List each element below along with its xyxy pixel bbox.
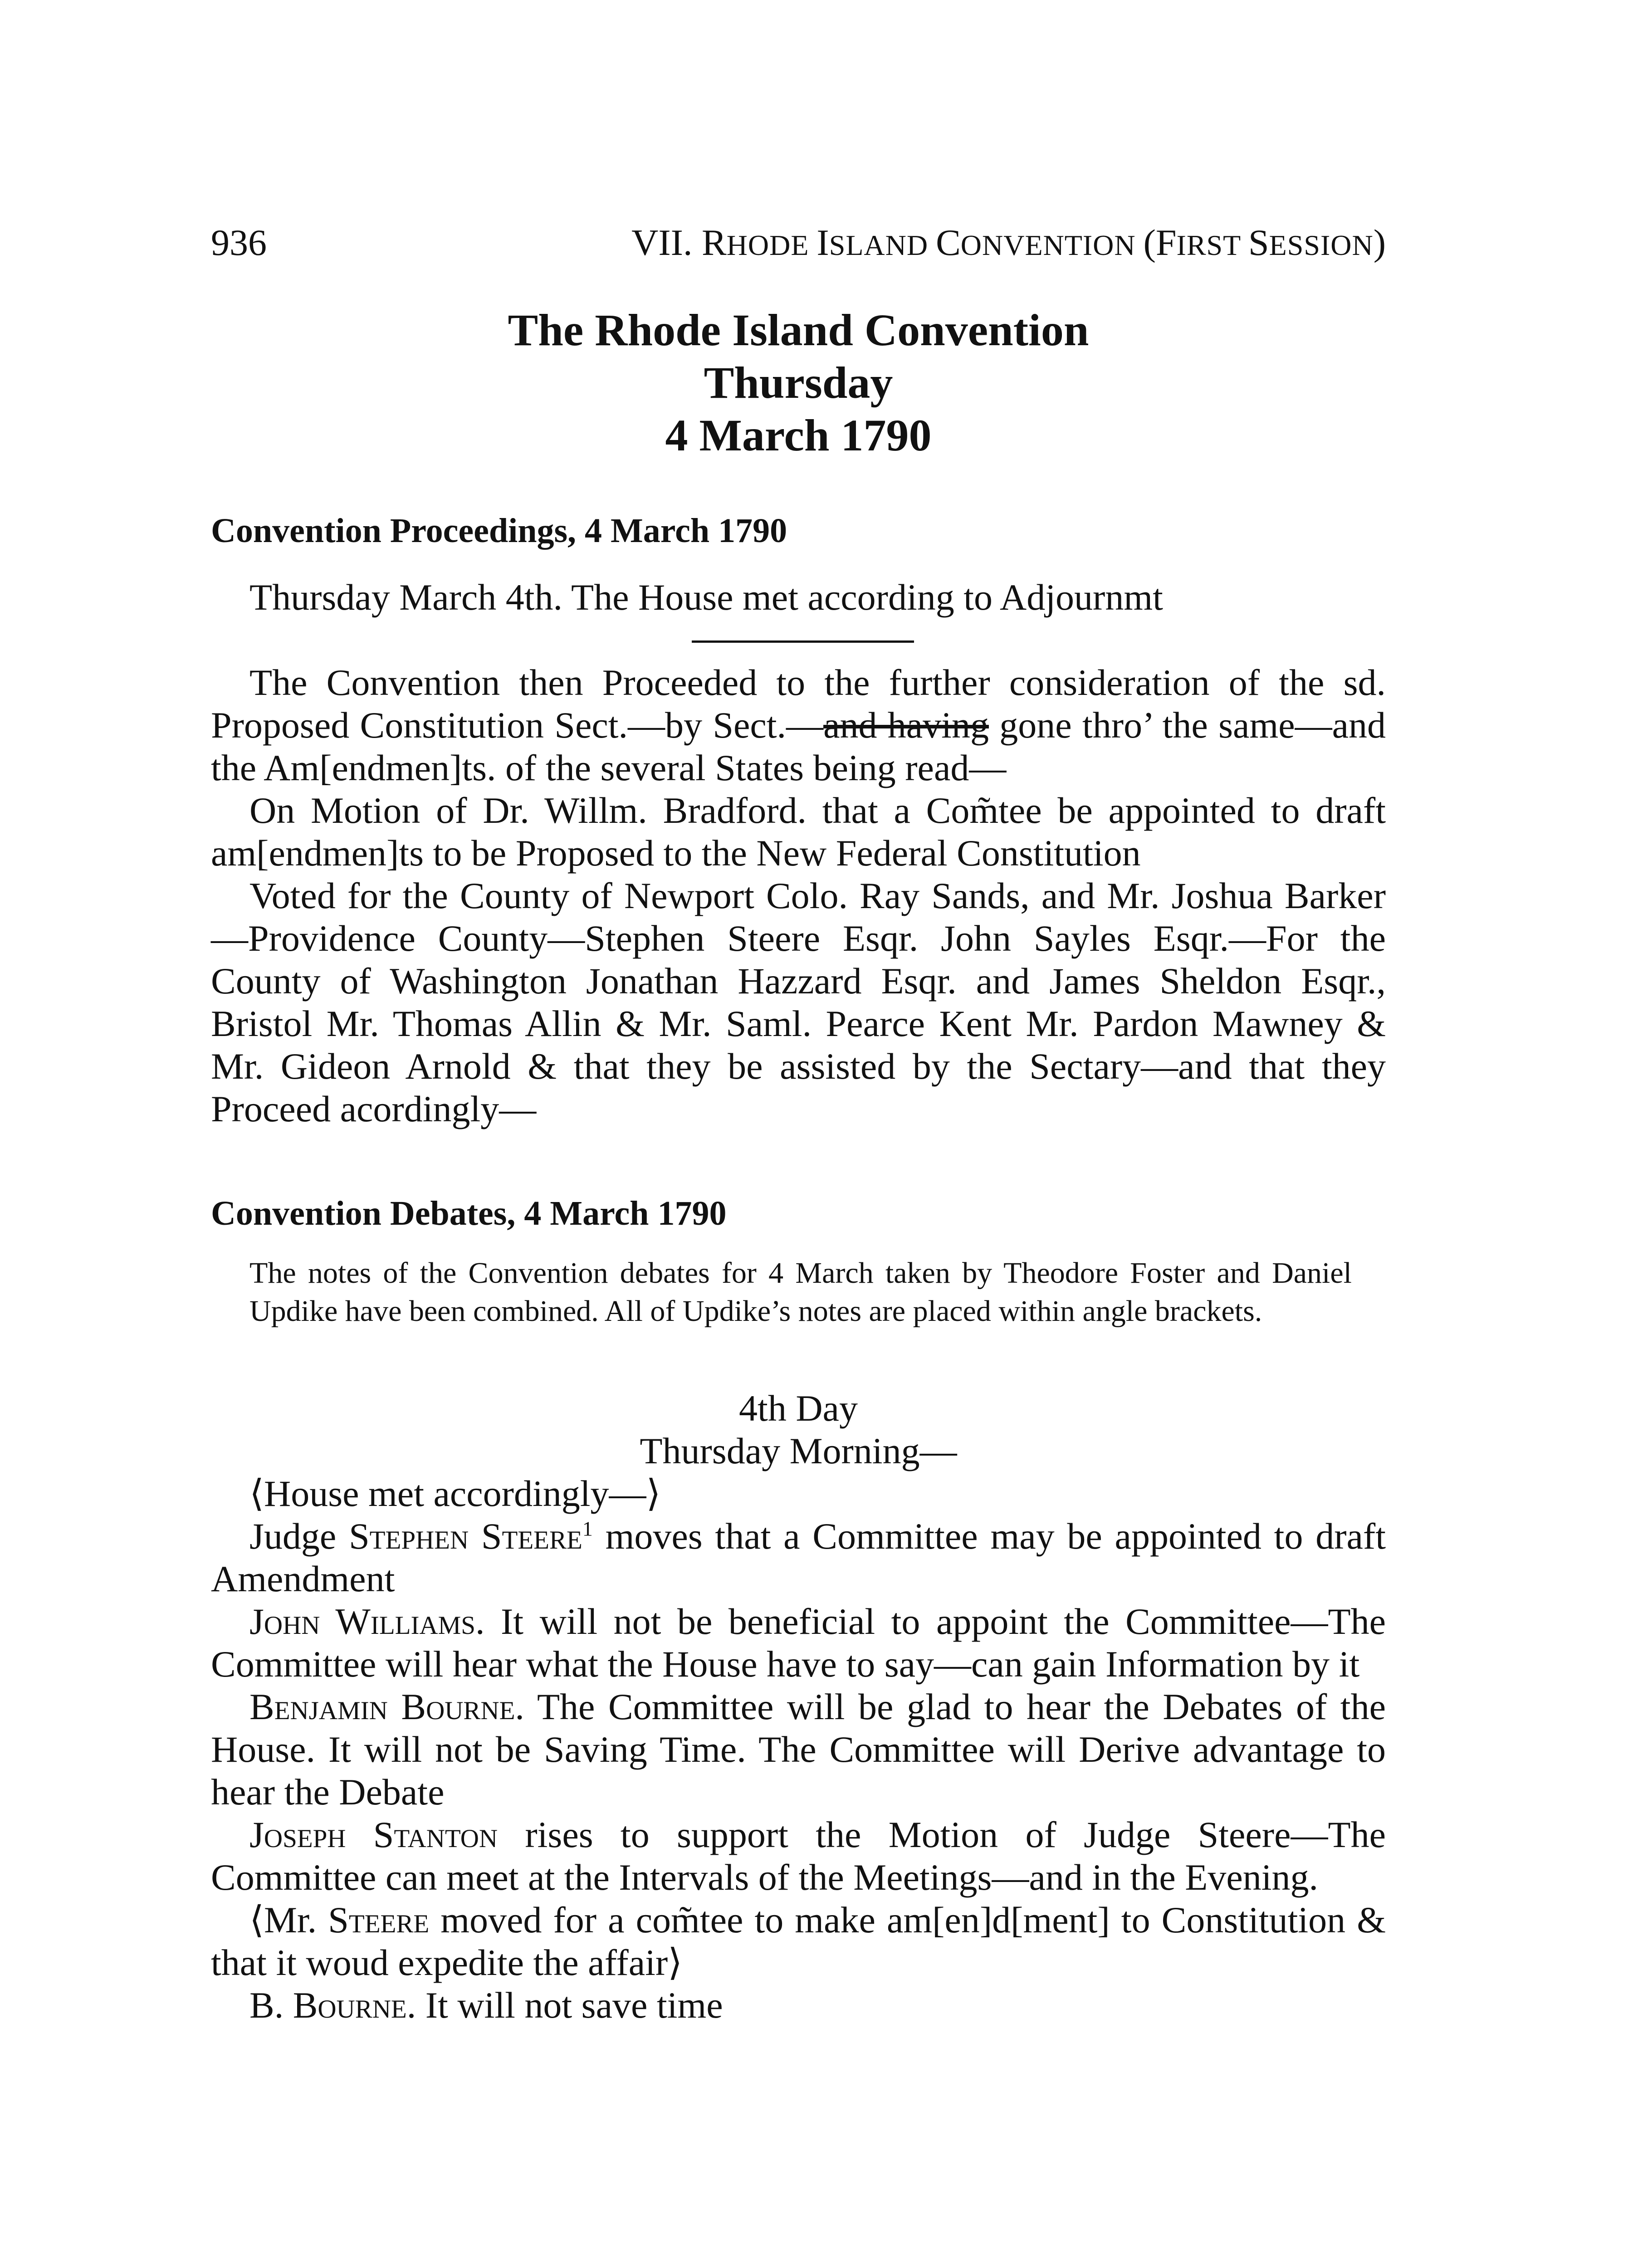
section-divider: [692, 640, 914, 643]
debate-entry: Benjamin Bourne. The Committee will be glad to hear the Debates of the House. It will not be Saving Time. The Committee will Derive advantage to hear the Debate: [211, 1686, 1386, 1813]
debate-entry: Judge Stephen Steere$^1$ moves that a Committee may be appointed to draft Amendment: [211, 1515, 1386, 1599]
speaker-name: Joseph Stanton: [249, 1814, 498, 1855]
title-line: 4 March 1790: [665, 410, 932, 460]
editorial-note: The notes of the Convention debates for 4 March taken by Theodore Foster and Daniel Updike have been combined. All of Updike’s notes are placed within angle brackets.: [249, 1256, 1352, 1328]
paragraph: Voted for the County of Newport Colo. Ray Sands, and Mr. Joshua Barker—Providence County—Stephen Steere Esqr. John Sayles Esqr.—For the County of Washington Jonathan Hazzard Esqr. and James Sheldon Esqr., Bristol Mr. Thomas Allin & Mr. Saml. Pearce Kent Mr. Pardon Mawney & Mr. Gideon Arnold & that they be assisted by the Sectary—and that they Proceed acordingly—: [211, 875, 1386, 1129]
paragraph: Thursday March 4th. The House met according to Adjournmt: [249, 577, 1163, 618]
speaker-name: Steere: [328, 1899, 430, 1941]
debates-heading: Convention Debates, 4 March 1790: [211, 1194, 727, 1232]
struck-text: and having: [823, 704, 989, 746]
session-label: Thursday Morning—: [640, 1430, 957, 1471]
debates-body: [211, 1387, 1386, 2027]
debate-entry: B. Bourne. It will not save time: [249, 1984, 723, 2026]
debate-entry: Joseph Stanton rises to support the Motion of Judge Steere—The Committee can meet at the Intervals of the Meetings—and in the Evening.: [211, 1814, 1386, 1898]
title-line: The Rhode Island Convention: [508, 305, 1089, 355]
running-title: VII. RHODE ISLAND CONVENTION (FIRST SESSION): [631, 222, 1386, 263]
speaker-name: Benjamin Bourne: [249, 1686, 515, 1727]
paragraph: ⟨House met accordingly—⟩: [249, 1473, 661, 1514]
proceedings-body: [211, 661, 1386, 1130]
paragraph: On Motion of Dr. Willm. Bradford. that a Com̃tee be appointed to draft am[endmen]ts to be Proposed to the New Federal Constitution: [211, 790, 1386, 874]
speaker-name: Bourne: [293, 1984, 407, 2026]
running-head: [211, 218, 1386, 268]
debate-entry: John Williams. It will not be beneficial to appoint the Committee—The Committee will hear what the House have to say—can gain Information by it: [211, 1601, 1386, 1685]
footnote-marker: 1: [582, 1517, 593, 1540]
paragraph: The Convention then Proceeded to the further consideration of the sd. Proposed Constitution Sect.—by Sect.—and having gone thro’ the same—and the Am[endmen]ts. of the several States being read—: [211, 662, 1386, 788]
proceedings-heading: Convention Proceedings, 4 March 1790: [211, 512, 787, 550]
title-line: Thursday: [704, 357, 893, 408]
proceedings-opening: [211, 576, 1386, 619]
page-number: 936: [211, 222, 267, 263]
speaker-name: John Williams: [249, 1601, 475, 1642]
page-title: [211, 304, 1386, 462]
day-label: 4th Day: [739, 1388, 858, 1429]
debate-entry: ⟨Mr. Steere moved for a com̃tee to make am[en]d[ment] to Constitution & that it woud expedite the affair⟩: [211, 1899, 1386, 1983]
speaker-name: Stephen Steere: [349, 1515, 582, 1557]
